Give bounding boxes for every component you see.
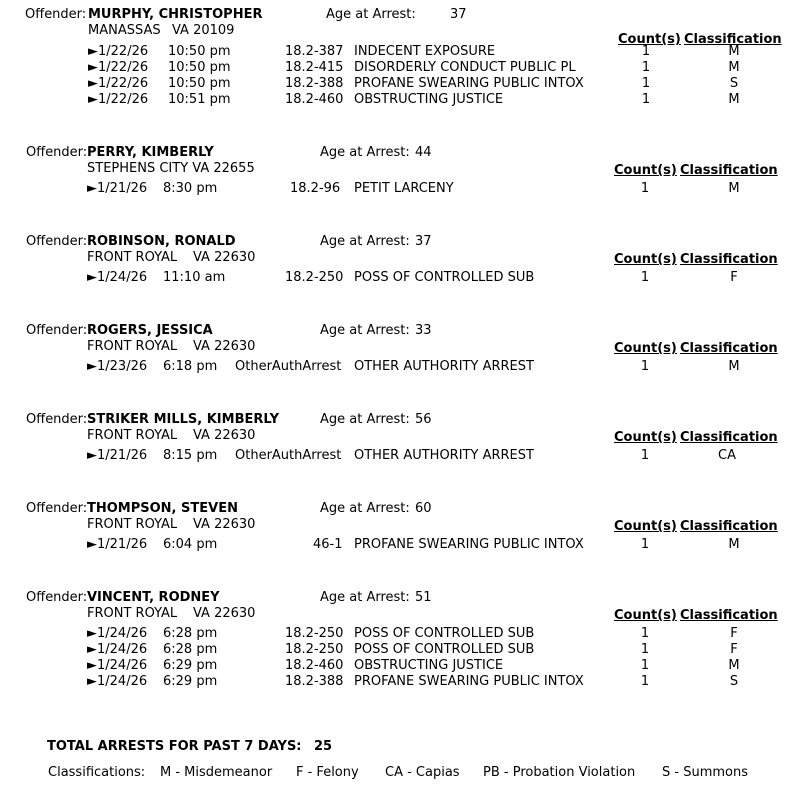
charge-time: 6:04 pm (163, 537, 218, 552)
charge-code: 18.2-250 (285, 642, 344, 657)
charge-count: 1 (640, 674, 650, 689)
charge-description: OBSTRUCTING JUSTICE (354, 92, 504, 107)
charge-time: 11:10 am (163, 270, 226, 285)
classification-header: Classification (680, 163, 778, 178)
charge-time: 6:18 pm (163, 359, 218, 374)
charge-date: 1/22/26 (98, 60, 149, 75)
charge-code: 18.2-96 (290, 181, 341, 196)
charge-time: 10:51 pm (168, 92, 231, 107)
offender-state-zip: VA 22630 (193, 606, 256, 621)
charge-classification: M (728, 658, 740, 673)
row-arrow-icon: ► (87, 270, 97, 285)
charge-date: 1/21/26 (97, 537, 148, 552)
charge-count: 1 (641, 92, 651, 107)
row-arrow-icon: ► (87, 674, 97, 689)
age-label: Age at Arrest: (320, 501, 410, 516)
row-arrow-icon: ► (88, 76, 98, 91)
charge-classification: F (730, 270, 738, 285)
charge-date: 1/22/26 (98, 44, 149, 59)
offender-city: FRONT ROYAL (87, 517, 178, 532)
offender-label: Offender: (26, 412, 88, 427)
charge-classification: CA (718, 448, 736, 463)
offender-label: Offender: (26, 501, 88, 516)
offender-name: THOMPSON, STEVEN (87, 501, 238, 516)
row-arrow-icon: ► (88, 60, 98, 75)
charge-date: 1/23/26 (97, 359, 148, 374)
charge-date: 1/24/26 (97, 674, 148, 689)
charge-description: PETIT LARCENY (354, 181, 454, 196)
charge-count: 1 (640, 359, 650, 374)
legend-label: Classifications: (48, 765, 146, 780)
charge-classification: M (728, 537, 740, 552)
counts-header: Count(s) (614, 430, 677, 445)
classification-header: Classification (680, 608, 778, 623)
charge-code: OtherAuthArrest (235, 359, 342, 374)
charge-code: 46-1 (313, 537, 343, 552)
age-label: Age at Arrest: (326, 7, 416, 22)
charge-date: 1/24/26 (97, 270, 148, 285)
offender-label: Offender: (26, 323, 88, 338)
classification-header: Classification (680, 430, 778, 445)
counts-header: Count(s) (618, 32, 681, 47)
charge-code: 18.2-460 (285, 658, 344, 673)
charge-code: 18.2-388 (285, 674, 344, 689)
age-value: 37 (450, 7, 467, 22)
age-value: 60 (415, 501, 432, 516)
charge-count: 1 (641, 60, 651, 75)
charge-time: 6:29 pm (163, 674, 218, 689)
charge-time: 8:30 pm (163, 181, 218, 196)
row-arrow-icon: ► (87, 181, 97, 196)
charge-count: 1 (641, 76, 651, 91)
offender-state-zip: VA 22630 (193, 250, 256, 265)
charge-description: PROFANE SWEARING PUBLIC INTOX (354, 537, 584, 552)
charge-date: 1/22/26 (98, 92, 149, 107)
classification-header: Classification (680, 252, 778, 267)
offender-state-zip: VA 22630 (193, 428, 256, 443)
charge-date: 1/21/26 (97, 181, 148, 196)
charge-code: 18.2-250 (285, 626, 344, 641)
row-arrow-icon: ► (87, 626, 97, 641)
charge-time: 6:28 pm (163, 642, 218, 657)
charge-time: 10:50 pm (168, 76, 231, 91)
age-value: 51 (415, 590, 432, 605)
charge-code: 18.2-250 (285, 270, 344, 285)
row-arrow-icon: ► (87, 359, 97, 374)
charge-classification: S (729, 674, 739, 689)
charge-description: OTHER AUTHORITY ARREST (354, 359, 534, 374)
counts-header: Count(s) (614, 163, 677, 178)
charge-classification: M (728, 44, 740, 59)
charge-classification: M (728, 181, 740, 196)
age-value: 37 (415, 234, 432, 249)
legend-item-felony: F - Felony (296, 765, 359, 780)
charge-classification: M (728, 92, 740, 107)
charge-time: 8:15 pm (163, 448, 218, 463)
charge-classification: S (729, 76, 739, 91)
charge-count: 1 (640, 658, 650, 673)
legend-item-probation: PB - Probation Violation (483, 765, 636, 780)
charge-date: 1/24/26 (97, 626, 148, 641)
offender-name: ROGERS, JESSICA (87, 323, 213, 338)
offender-city: FRONT ROYAL (87, 428, 178, 443)
offender-state-zip: VA 20109 (172, 23, 235, 38)
total-value: 25 (314, 739, 333, 754)
charge-date: 1/24/26 (97, 642, 148, 657)
age-value: 44 (415, 145, 432, 160)
charge-count: 1 (640, 181, 650, 196)
charge-count: 1 (640, 270, 650, 285)
offender-label: Offender: (26, 590, 88, 605)
charge-date: 1/21/26 (97, 448, 148, 463)
legend-item-capias: CA - Capias (385, 765, 460, 780)
charge-code: 18.2-460 (285, 92, 344, 107)
classification-header: Classification (680, 519, 778, 534)
counts-header: Count(s) (614, 341, 677, 356)
row-arrow-icon: ► (88, 92, 98, 107)
offender-name: PERRY, KIMBERLY (87, 145, 214, 160)
charge-time: 6:29 pm (163, 658, 218, 673)
charge-date: 1/22/26 (98, 76, 149, 91)
age-label: Age at Arrest: (320, 234, 410, 249)
offender-city: FRONT ROYAL (87, 250, 178, 265)
age-label: Age at Arrest: (320, 590, 410, 605)
charge-code: 18.2-387 (285, 44, 344, 59)
charge-classification: M (728, 60, 740, 75)
charge-description: PROFANE SWEARING PUBLIC INTOX (354, 76, 584, 91)
charge-count: 1 (640, 537, 650, 552)
offender-state-zip: VA 22630 (193, 517, 256, 532)
offender-city: MANASSAS (88, 23, 161, 38)
charge-code: 18.2-388 (285, 76, 344, 91)
charge-description: INDECENT EXPOSURE (354, 44, 496, 59)
charge-code: OtherAuthArrest (235, 448, 342, 463)
charge-classification: F (730, 642, 738, 657)
counts-header: Count(s) (614, 519, 677, 534)
charge-description: PROFANE SWEARING PUBLIC INTOX (354, 674, 584, 689)
row-arrow-icon: ► (87, 642, 97, 657)
classification-header: Classification (680, 341, 778, 356)
charge-time: 10:50 pm (168, 60, 231, 75)
age-label: Age at Arrest: (320, 412, 410, 427)
charge-count: 1 (641, 44, 651, 59)
offender-city: FRONT ROYAL (87, 339, 178, 354)
age-label: Age at Arrest: (320, 145, 410, 160)
charge-count: 1 (640, 626, 650, 641)
offender-state-zip: VA 22630 (193, 339, 256, 354)
legend-item-summons: S - Summons (662, 765, 748, 780)
charge-description: POSS OF CONTROLLED SUB (354, 270, 535, 285)
offender-city: FRONT ROYAL (87, 606, 178, 621)
charge-description: DISORDERLY CONDUCT PUBLIC PL (354, 60, 576, 75)
row-arrow-icon: ► (87, 537, 97, 552)
charge-description: POSS OF CONTROLLED SUB (354, 642, 535, 657)
counts-header: Count(s) (614, 252, 677, 267)
charge-classification: F (730, 626, 738, 641)
classification-header: Classification (684, 32, 782, 47)
charge-time: 10:50 pm (168, 44, 231, 59)
offender-city: STEPHENS CITY VA 22655 (87, 161, 255, 176)
offender-name: VINCENT, RODNEY (87, 590, 220, 605)
charge-description: OTHER AUTHORITY ARREST (354, 448, 534, 463)
charge-count: 1 (640, 642, 650, 657)
row-arrow-icon: ► (87, 658, 97, 673)
legend-item-misdemeanor: M - Misdemeanor (160, 765, 273, 780)
charge-count: 1 (640, 448, 650, 463)
age-label: Age at Arrest: (320, 323, 410, 338)
offender-label: Offender: (25, 7, 87, 22)
charge-classification: M (728, 359, 740, 374)
offender-name: MURPHY, CHRISTOPHER (88, 7, 263, 22)
row-arrow-icon: ► (87, 448, 97, 463)
counts-header: Count(s) (614, 608, 677, 623)
row-arrow-icon: ► (88, 44, 98, 59)
charge-description: OBSTRUCTING JUSTICE (354, 658, 504, 673)
charge-date: 1/24/26 (97, 658, 148, 673)
total-label: TOTAL ARRESTS FOR PAST 7 DAYS: (47, 739, 302, 754)
age-value: 33 (415, 323, 432, 338)
offender-label: Offender: (26, 145, 88, 160)
charge-code: 18.2-415 (285, 60, 344, 75)
offender-name: STRIKER MILLS, KIMBERLY (87, 412, 280, 427)
charge-description: POSS OF CONTROLLED SUB (354, 626, 535, 641)
age-value: 56 (415, 412, 432, 427)
charge-time: 6:28 pm (163, 626, 218, 641)
offender-name: ROBINSON, RONALD (87, 234, 236, 249)
offender-label: Offender: (26, 234, 88, 249)
